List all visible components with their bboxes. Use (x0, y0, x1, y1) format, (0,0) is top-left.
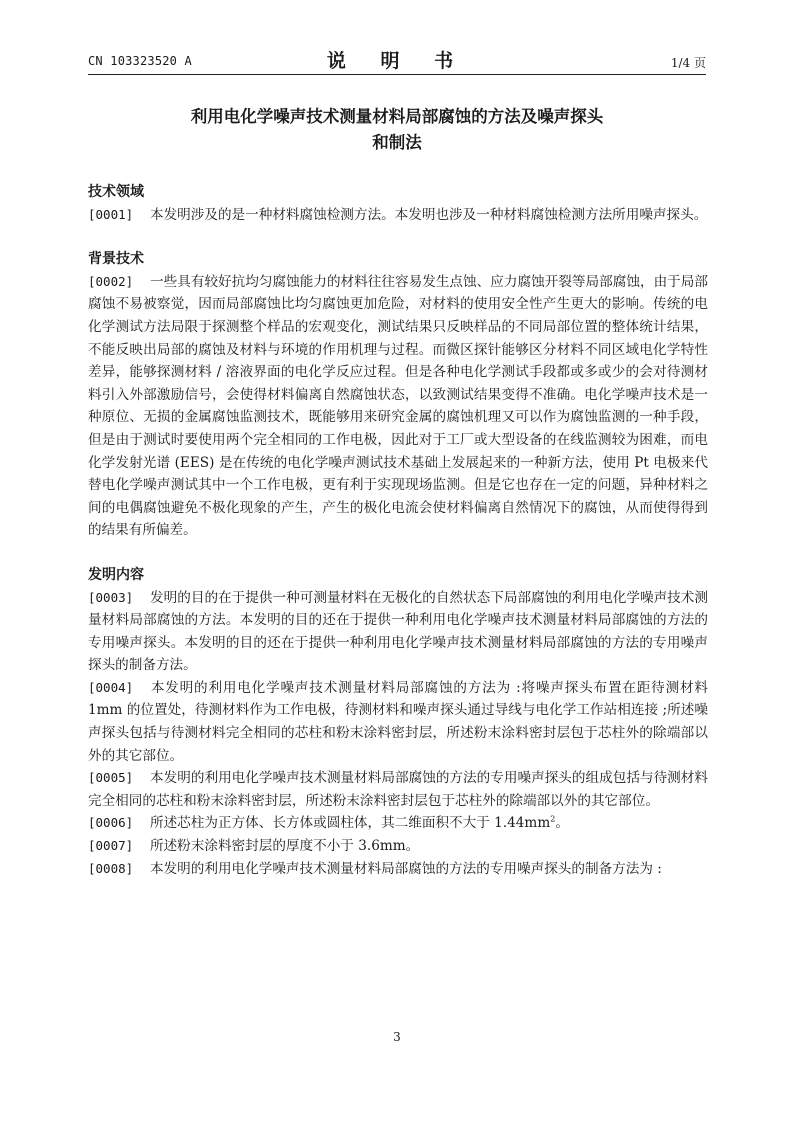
doc-number: CN 103323520 A (88, 54, 192, 68)
section-title: 说 明 书 (326, 50, 468, 72)
paragraph-text: 本发明的利用电化学噪声技术测量材料局部腐蚀的方法的专用噪声探头的制备方法为 : (150, 860, 662, 877)
superscript: 2 (550, 814, 556, 824)
paragraph-tail: 。 (555, 815, 569, 832)
paragraph-text: 本发明涉及的是一种材料腐蚀检测方法。本发明也涉及一种材料腐蚀检测方法所用噪声探头。 (150, 206, 708, 223)
heading-tech-field: 技术领域 (88, 184, 144, 200)
paragraph-text: 本发明的利用电化学噪声技术测量材料局部腐蚀的方法的专用噪声探头的组成包括与待测材料完全相同的芯柱和粉末涂料密封层，所述粉末涂料密封层包于芯柱外的除端部以外的其它部位。 (88, 770, 708, 809)
paragraph-text: 所述粉末涂料密封层的厚度不小于 3.6mm。 (150, 838, 420, 855)
paragraph-number: [0005] (88, 770, 134, 786)
paragraph-number: [0004] (88, 679, 134, 695)
document-body (88, 181, 708, 880)
paragraph-number: [0008] (88, 860, 134, 876)
paragraph-0006 (88, 812, 708, 835)
paragraph-0001 (88, 204, 708, 227)
page-indicator: 1/4 页 (670, 56, 706, 70)
paragraph-number: [0001] (88, 206, 134, 222)
paragraph-0005 (88, 767, 708, 812)
page-number: 3 (393, 1030, 401, 1044)
header-divider (88, 74, 706, 75)
paragraph-0003 (88, 587, 708, 677)
paragraph-number: [0002] (88, 273, 134, 289)
paragraph-0002 (88, 271, 708, 542)
paragraph-text: 发明的目的在于提供一种可测量材料在无极化的自然状态下局部腐蚀的利用电化学噪声技术测量材料局部腐蚀的方法。本发明的目的还在于提供一种利用电化学噪声技术测量材料局部腐蚀的方法的专用噪声探头。本发明的目的还在于提供一种利用电化学噪声技术测量材料局部腐蚀的方法的专用噪声探头的制备方法。 (88, 589, 708, 674)
heading-invention: 发明内容 (88, 566, 144, 583)
document-title (88, 104, 706, 156)
paragraph-text: 一些具有较好抗均匀腐蚀能力的材料往往容易发生点蚀、应力腐蚀开裂等局部腐蚀，由于局部腐蚀不易被察觉，因而局部腐蚀比均匀腐蚀更加危险，对材料的使用安全性产生更大的影响。传统的电化学测试方法局限于探测整个样品的宏观变化，测试结果只反映样品的不同局部位置的整体统计结果，不能反映出局部的腐蚀及材料与环境的作用机理与过程。而微区探针能够区分材料不同区域电化学特性差异，能够探测材料 / 溶液界面的电化学反应过程。但是各种电化学测试手段都或多或少的会对待测材料引入外部激励信号，会使得材料偏离自然腐蚀状态，以致测试结果变得不准确。电化学噪声技术是一种原位、无损的金属腐蚀监测技术，既能够用来研究金属的腐蚀机理又可以作为腐蚀监测的一种手段，但是由于测试时要使用两个完全相同的工作电极，因此对于工厂或大型设备的在线监测较为困难，而电化学发射光谱 (EES) 是在传统的电化学噪声测试技术基础上发展起来的一种新方法，使用 Pt 电极来代替电化学噪声测试其中一个工作电极，更有利于实现现场监测。但是它也存在一定的问题，异种材料之间的电偶腐蚀避免不极化现象的产生，产生的极化电流会使材料偏离自然情况下的腐蚀，从而使得得到的结果有所偏差。 (88, 273, 708, 539)
heading-background: 背景技术 (88, 251, 144, 268)
paragraph-text: 本发明的利用电化学噪声技术测量材料局部腐蚀的方法为 :将噪声探头布置在距待测材料 1mm 的位置处，待测材料作为工作电极，待测材料和噪声探头通过导线与电化学工作站相连接 ;所述噪声探头包括与待测材料完全相同的芯柱和粉末涂料密封层，所述粉末涂料密封层包于芯柱外的除端部以外的其它部位。 (88, 679, 708, 764)
title-line-2: 和制法 (372, 133, 422, 152)
page-header (88, 46, 706, 76)
paragraph-number: [0006] (88, 815, 134, 831)
paragraph-number: [0003] (88, 589, 134, 605)
paragraph-text: 所述芯柱为正方体、长方体或圆柱体，其二维面积不大于 1.44mm (150, 815, 551, 832)
paragraph-0007 (88, 835, 708, 858)
paragraph-0008 (88, 858, 708, 881)
title-line-1: 利用电化学噪声技术测量材料局部腐蚀的方法及噪声探头 (190, 107, 604, 126)
paragraph-0004 (88, 677, 708, 767)
paragraph-number: [0007] (88, 838, 134, 854)
